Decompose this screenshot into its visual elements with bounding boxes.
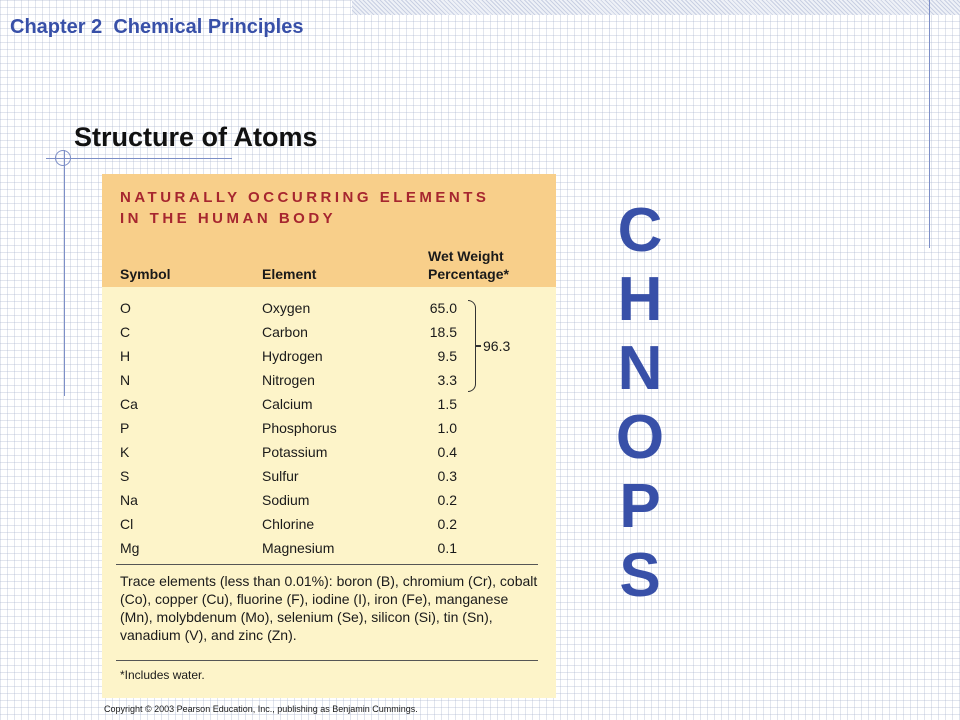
column-header-weight: [428, 247, 538, 283]
table-row: [102, 468, 556, 492]
trace-elements-note: Trace elements (less than 0.01%): boron (B), chromium (Cr), cobalt (Co), copper (Cu), fluorine (F), iodine (I), iron (Fe), manganese (Mn), molybdenum (Mo), selenium (Se), silicon (Si), tin (Sn), vanadium (V), and zinc (Zn).: [120, 573, 538, 643]
acronym-letter: O: [615, 403, 665, 472]
cell-symbol: Mg: [120, 540, 140, 556]
table-row: [102, 492, 556, 516]
cell-element: Hydrogen: [262, 348, 323, 364]
cell-element: Magnesium: [262, 540, 335, 556]
elements-table: [102, 174, 556, 698]
cell-element: Phosphorus: [262, 420, 337, 436]
divider: [116, 564, 538, 565]
cell-symbol: K: [120, 444, 130, 460]
divider: [116, 660, 538, 661]
table-row: [102, 396, 556, 420]
cell-symbol: Cl: [120, 516, 134, 532]
footnote: *Includes water.: [120, 668, 205, 682]
cell-element: Sulfur: [262, 468, 299, 484]
chnops-acronym: [604, 196, 676, 610]
acronym-letter: P: [619, 472, 661, 541]
cell-element: Potassium: [262, 444, 328, 460]
cell-percentage: 0.3: [437, 468, 457, 484]
cell-percentage: 1.0: [437, 420, 457, 436]
table-row: [102, 516, 556, 540]
cell-symbol: Na: [120, 492, 138, 508]
column-header-symbol: Symbol: [120, 266, 171, 282]
cell-percentage: 0.2: [437, 492, 457, 508]
cell-element: Calcium: [262, 396, 313, 412]
cell-percentage: 0.1: [437, 540, 457, 556]
acronym-letter: C: [617, 196, 663, 265]
cell-percentage: 9.5: [437, 348, 457, 364]
table-header: [102, 174, 556, 287]
cell-element: Oxygen: [262, 300, 311, 316]
table-row: [102, 372, 556, 396]
copyright-notice: Copyright © 2003 Pearson Education, Inc., publishing as Benjamin Cummings.: [104, 704, 418, 714]
column-header-weight-line1: Wet Weight: [428, 248, 504, 264]
cell-element: Carbon: [262, 324, 308, 340]
cell-element: Nitrogen: [262, 372, 315, 388]
table-row: [102, 420, 556, 444]
cell-symbol: H: [120, 348, 131, 364]
cell-percentage: 0.2: [437, 516, 457, 532]
cell-percentage: 65.0: [429, 300, 457, 316]
table-title: [120, 187, 489, 229]
cell-symbol: Ca: [120, 396, 138, 412]
column-header-weight-line2: Percentage*: [428, 266, 509, 282]
table-title-line2: IN THE HUMAN BODY: [120, 210, 337, 227]
cell-percentage: 3.3: [437, 372, 457, 388]
chapter-title: Chapter 2 Chemical Principles: [10, 16, 304, 38]
cell-percentage: 18.5: [429, 324, 457, 340]
decorative-horizontal-line: [46, 158, 232, 159]
table-row: [102, 540, 556, 564]
cell-element: Chlorine: [262, 516, 315, 532]
cell-symbol: P: [120, 420, 130, 436]
cell-percentage: 1.5: [437, 396, 457, 412]
bracket-total: 96.3: [483, 338, 511, 354]
decorative-vertical-line-right: [929, 0, 930, 248]
acronym-letter: S: [619, 541, 661, 610]
decorative-vertical-line-left: [64, 150, 65, 396]
column-header-element: Element: [262, 266, 317, 282]
acronym-letter: H: [617, 265, 663, 334]
table-row: [102, 300, 556, 324]
slide-title: Structure of Atoms: [74, 122, 318, 152]
cell-symbol: S: [120, 468, 130, 484]
table-title-line1: NATURALLY OCCURRING ELEMENTS: [120, 189, 490, 206]
header-pattern-bar: [352, 0, 960, 15]
cell-symbol: O: [120, 300, 131, 316]
brace-tick: [475, 345, 481, 347]
cell-symbol: N: [120, 372, 131, 388]
table-row: [102, 444, 556, 468]
acronym-letter: N: [617, 334, 663, 403]
cell-element: Sodium: [262, 492, 310, 508]
cell-percentage: 0.4: [437, 444, 457, 460]
decorative-circle: [55, 150, 71, 166]
cell-symbol: C: [120, 324, 131, 340]
